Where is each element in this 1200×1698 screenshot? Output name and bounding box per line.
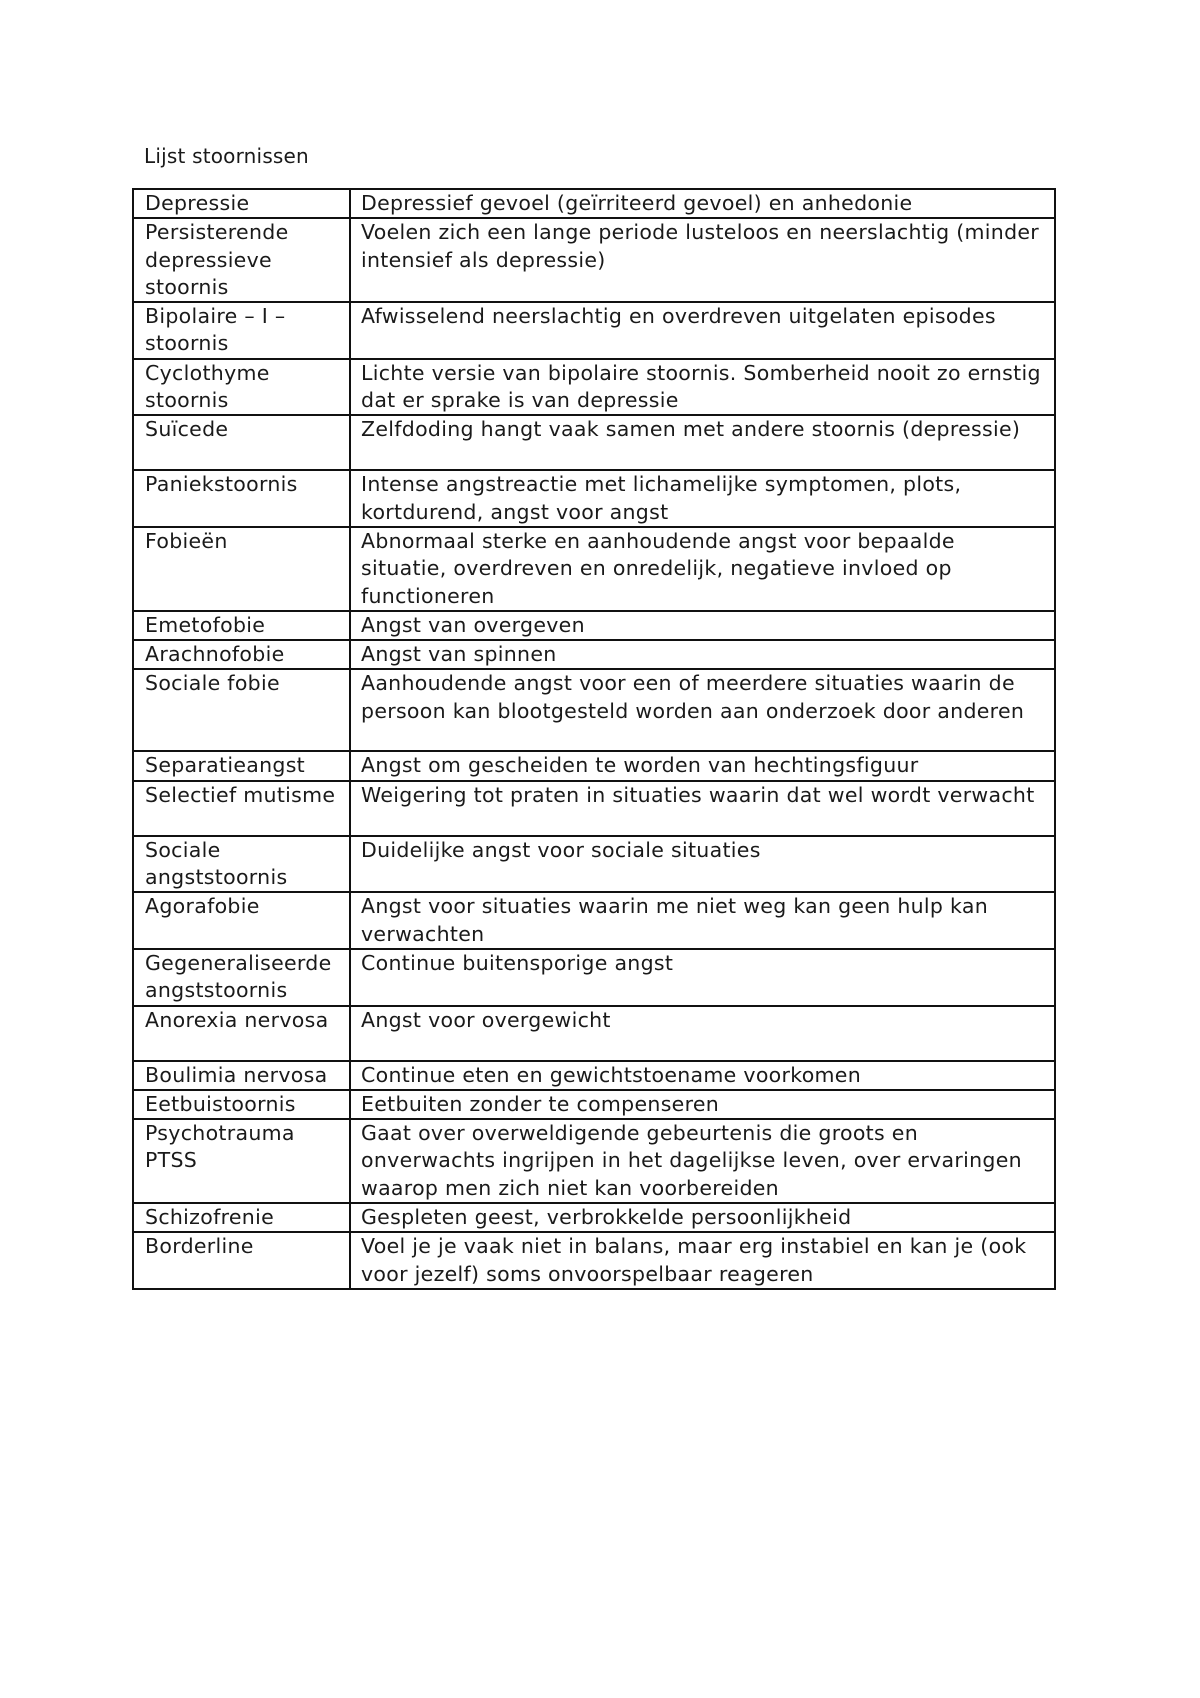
disorder-description-cell: Angst om gescheiden te worden van hechtingsfiguur (350, 751, 1055, 780)
disorder-name-cell: Depressie (133, 189, 350, 218)
table-row (133, 836, 1055, 893)
disorder-description-cell: Eetbuiten zonder te compenseren (350, 1090, 1055, 1119)
disorder-description-cell: Continue buitensporige angst (350, 949, 1055, 1006)
table-row (133, 669, 1055, 751)
table-row (133, 949, 1055, 1006)
disorder-description-cell: Lichte versie van bipolaire stoornis. Somberheid nooit zo ernstig dat er sprake is van depressie (350, 359, 1055, 416)
table-row (133, 415, 1055, 470)
disorder-description-cell: Depressief gevoel (geïrriteerd gevoel) en anhedonie (350, 189, 1055, 218)
table-row (133, 359, 1055, 416)
disorder-description-cell: Afwisselend neerslachtig en overdreven uitgelaten episodes (350, 302, 1055, 359)
table-row (133, 1061, 1055, 1090)
table-row (133, 1006, 1055, 1061)
disorder-name-cell: Borderline (133, 1232, 350, 1289)
disorder-name-cell: Bipolaire – I – stoornis (133, 302, 350, 359)
document-title: Lijst stoornissen (144, 144, 309, 168)
table-row (133, 611, 1055, 640)
disorder-name-cell: Boulimia nervosa (133, 1061, 350, 1090)
disorder-name-cell: Fobieën (133, 527, 350, 611)
disorders-table-body (133, 189, 1055, 1289)
table-row (133, 892, 1055, 949)
disorder-description-cell: Voel je je vaak niet in balans, maar erg instabiel en kan je (ook voor jezelf) soms onvoorspelbaar reageren (350, 1232, 1055, 1289)
table-row (133, 1232, 1055, 1289)
disorder-name-cell: Paniekstoornis (133, 470, 350, 527)
table-row (133, 218, 1055, 302)
disorder-name-cell: Gegeneraliseerde angststoornis (133, 949, 350, 1006)
disorder-description-cell: Angst van spinnen (350, 640, 1055, 669)
disorder-name-cell: Persisterende depressieve stoornis (133, 218, 350, 302)
disorder-description-cell: Angst voor situaties waarin me niet weg kan geen hulp kan verwachten (350, 892, 1055, 949)
disorder-description-cell: Zelfdoding hangt vaak samen met andere stoornis (depressie) (350, 415, 1055, 470)
disorder-name-cell: Suïcede (133, 415, 350, 470)
disorder-description-cell: Duidelijke angst voor sociale situaties (350, 836, 1055, 893)
disorder-description-cell: Gaat over overweldigende gebeurtenis die groots en onverwachts ingrijpen in het dagelijkse leven, over ervaringen waarop men zich niet kan voorbereiden (350, 1119, 1055, 1203)
table-row (133, 527, 1055, 611)
disorder-name-cell: Agorafobie (133, 892, 350, 949)
disorder-name-cell: Arachnofobie (133, 640, 350, 669)
disorder-name-cell: Selectief mutisme (133, 781, 350, 836)
table-row (133, 189, 1055, 218)
disorder-description-cell: Angst voor overgewicht (350, 1006, 1055, 1061)
table-row (133, 302, 1055, 359)
table-row (133, 640, 1055, 669)
table-row (133, 751, 1055, 780)
disorders-table (132, 188, 1056, 1290)
table-row (133, 1203, 1055, 1232)
disorder-description-cell: Weigering tot praten in situaties waarin dat wel wordt verwacht (350, 781, 1055, 836)
disorder-description-cell: Voelen zich een lange periode lusteloos en neerslachtig (minder intensief als depressie) (350, 218, 1055, 302)
disorder-name-cell: Psychotrauma PTSS (133, 1119, 350, 1203)
disorder-description-cell: Intense angstreactie met lichamelijke symptomen, plots, kortdurend, angst voor angst (350, 470, 1055, 527)
disorder-name-cell: Eetbuistoornis (133, 1090, 350, 1119)
disorder-name-cell: Schizofrenie (133, 1203, 350, 1232)
disorder-name-cell: Sociale fobie (133, 669, 350, 751)
disorder-name-cell: Anorexia nervosa (133, 1006, 350, 1061)
table-row (133, 781, 1055, 836)
disorder-name-cell: Sociale angststoornis (133, 836, 350, 893)
disorder-name-cell: Separatieangst (133, 751, 350, 780)
disorder-description-cell: Gespleten geest, verbrokkelde persoonlijkheid (350, 1203, 1055, 1232)
disorder-name-cell: Cyclothyme stoornis (133, 359, 350, 416)
table-row (133, 1119, 1055, 1203)
disorder-description-cell: Abnormaal sterke en aanhoudende angst voor bepaalde situatie, overdreven en onredelijk, negatieve invloed op functioneren (350, 527, 1055, 611)
disorder-description-cell: Aanhoudende angst voor een of meerdere situaties waarin de persoon kan blootgesteld worden aan onderzoek door anderen (350, 669, 1055, 751)
disorder-description-cell: Angst van overgeven (350, 611, 1055, 640)
disorder-description-cell: Continue eten en gewichtstoename voorkomen (350, 1061, 1055, 1090)
table-row (133, 1090, 1055, 1119)
table-row (133, 470, 1055, 527)
disorder-name-cell: Emetofobie (133, 611, 350, 640)
